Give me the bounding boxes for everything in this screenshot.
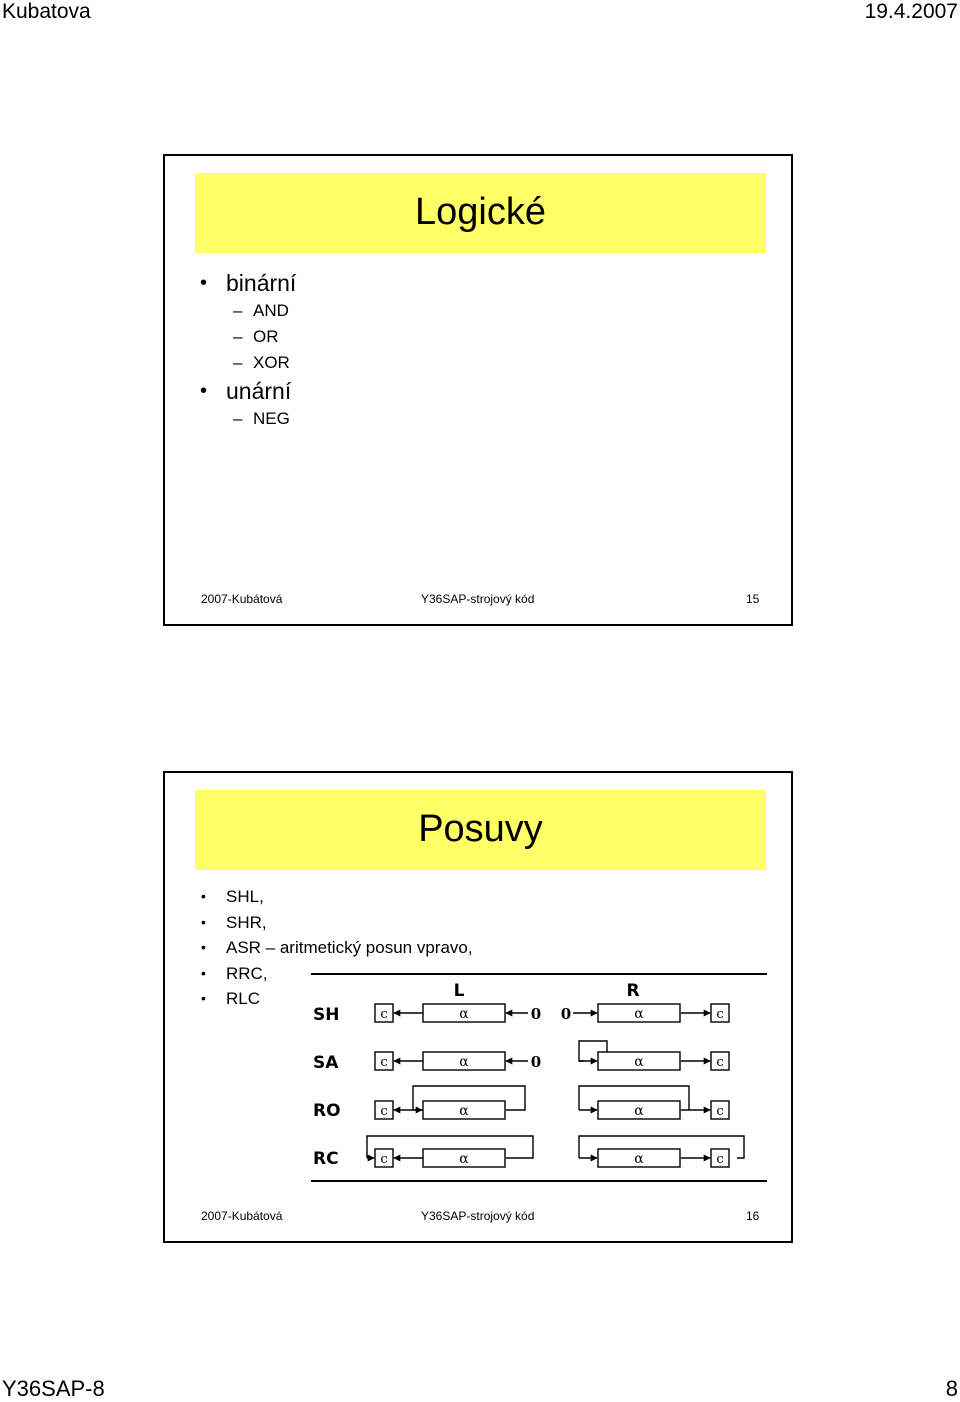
slide-title-band	[195, 173, 766, 253]
sub-bullet-item: – XOR	[195, 350, 296, 376]
sub-bullet-item: – OR	[195, 324, 296, 350]
sign-loop	[579, 1041, 607, 1061]
bullet-item: • unární	[195, 376, 296, 406]
svg-text:c: c	[716, 1007, 724, 1022]
page-footer-course: Y36SAP-8	[2, 1376, 105, 1401]
bullet-item: • RLC	[195, 986, 473, 1012]
page-header-date: 19.4.2007	[864, 0, 958, 23]
svg-text:α: α	[459, 1151, 469, 1167]
slide-title: Logické	[415, 191, 546, 233]
rotate-loop	[413, 1086, 525, 1110]
row-label-sa: SA	[313, 1053, 339, 1073]
bullet-item: • ASR – aritmetický posun vpravo,	[195, 935, 473, 961]
svg-text:c: c	[716, 1055, 724, 1070]
column-header-left: L	[453, 981, 465, 1001]
slide-logicke	[163, 154, 793, 626]
svg-text:α: α	[459, 1054, 469, 1070]
row-label-rc: RC	[313, 1149, 339, 1169]
row-label-ro: RO	[313, 1101, 341, 1121]
svg-text:c: c	[380, 1055, 388, 1070]
slide-footer-page: 15	[746, 592, 760, 606]
slide-posuvy	[163, 771, 793, 1243]
svg-text:c: c	[716, 1152, 724, 1167]
slide-footer-author: 2007-Kubátová	[201, 1209, 283, 1223]
slide-footer-author: 2007-Kubátová	[201, 592, 283, 606]
svg-text:α: α	[634, 1151, 644, 1167]
row-label-sh: SH	[313, 1005, 340, 1025]
svg-text:α: α	[634, 1006, 644, 1022]
column-header-right: R	[626, 981, 640, 1001]
svg-text:c: c	[380, 1152, 388, 1167]
svg-text:0: 0	[530, 1053, 542, 1071]
slide-footer-course: Y36SAP-strojový kód	[421, 592, 535, 606]
rotate-carry-loop	[367, 1136, 533, 1158]
bullet-item: • SHL,	[195, 884, 473, 910]
slide-title: Posuvy	[418, 808, 543, 850]
svg-text:0: 0	[560, 1005, 572, 1023]
svg-text:α: α	[634, 1054, 644, 1070]
svg-text:c: c	[716, 1104, 724, 1119]
page-header-author: Kubatova	[2, 0, 91, 23]
svg-text:c: c	[380, 1104, 388, 1119]
bullet-list	[195, 268, 296, 432]
svg-text:0: 0	[530, 1005, 542, 1023]
svg-text:α: α	[459, 1103, 469, 1119]
svg-text:c: c	[380, 1007, 388, 1022]
sub-bullet-item: – NEG	[195, 406, 296, 432]
bullet-item: • RRC,	[195, 961, 473, 987]
slide-footer-page: 16	[746, 1209, 760, 1223]
slide-title-band	[195, 790, 766, 870]
shift-diagram	[307, 971, 771, 1187]
bullet-item: • SHR,	[195, 910, 473, 936]
bullet-item: • binární	[195, 268, 296, 298]
slide-footer-course: Y36SAP-strojový kód	[421, 1209, 535, 1223]
sub-bullet-item: – AND	[195, 298, 296, 324]
svg-text:α: α	[634, 1103, 644, 1119]
page-footer-number: 8	[945, 1376, 958, 1401]
svg-text:α: α	[459, 1006, 469, 1022]
